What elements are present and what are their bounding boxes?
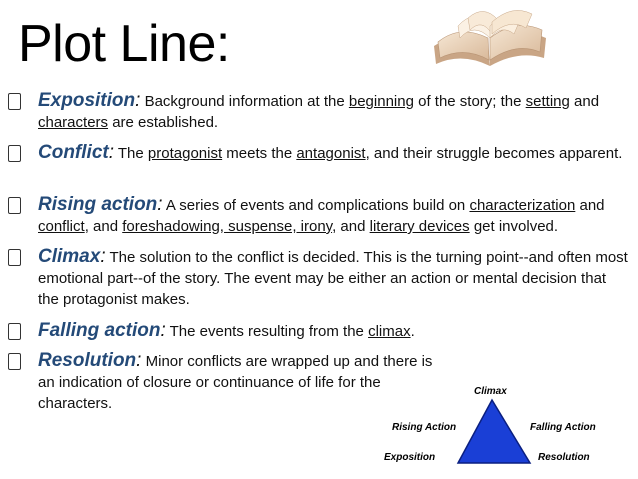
underlined-term: antagonist — [296, 145, 366, 162]
description-text: , and their struggle becomes apparent. — [365, 145, 623, 162]
description-text: The — [114, 145, 148, 162]
bullet-box — [8, 93, 21, 110]
description-text: meets the — [222, 145, 297, 162]
bullet-box — [8, 323, 21, 340]
label-falling-action: Falling Action — [530, 422, 596, 433]
bullet-box — [8, 197, 21, 214]
underlined-term: foreshadowing, suspense, irony — [122, 218, 333, 235]
item-term: Conflict — [38, 142, 109, 163]
underlined-term: conflict — [38, 218, 85, 235]
underlined-term: characterization — [469, 197, 576, 214]
description-text: , and — [84, 218, 123, 235]
description-text: and — [569, 93, 600, 110]
open-book-icon — [428, 4, 552, 72]
item-term: Rising action — [38, 194, 158, 215]
bullet-box — [8, 145, 21, 162]
description-text: A series of events and complications build on — [162, 197, 470, 214]
description-text: . — [410, 323, 415, 340]
description-text: The events resulting from the — [165, 323, 369, 340]
item-conflict — [8, 142, 628, 164]
description-text: of the story; the — [413, 93, 526, 110]
item-term: Climax — [38, 246, 101, 267]
description-text: get involved. — [469, 218, 559, 235]
description-text: and — [575, 197, 605, 214]
item-exposition — [8, 90, 628, 133]
description-text: Minor conflicts are wrapped up and there is an indication of closure or continuance of life for the characters. — [38, 353, 433, 412]
item-rising-action — [8, 194, 628, 237]
item-falling-action — [8, 320, 628, 342]
item-term: Falling action — [38, 320, 161, 341]
label-exposition: Exposition — [384, 452, 436, 463]
description-text: are established. — [108, 114, 219, 131]
description-text: , and — [332, 218, 370, 235]
slide-title: Plot Line: — [18, 15, 230, 73]
item-term: Resolution — [38, 350, 137, 371]
item-text: Rising action: A series of events and complications build on characterization and conflict, and foreshadowing, suspense, irony, and literary devices get involved. — [38, 194, 605, 235]
item-text: Resolution: Minor conflicts are wrapped up and there is an indication of closure or continuance of life for the characters. — [38, 350, 433, 412]
label-resolution: Resolution — [538, 452, 590, 463]
label-climax: Climax — [474, 386, 507, 397]
underlined-term: setting — [525, 93, 570, 110]
plot-triangle-diagram — [380, 380, 638, 479]
item-climax — [8, 246, 628, 310]
description-text: The solution to the conflict is decided. This is the turning point--and often most emotional part--of the story. The event may be either an action or mental decision that the protagonist makes. — [38, 249, 628, 308]
label-rising-action: Rising Action — [392, 422, 457, 433]
bullet-box — [8, 249, 21, 266]
underlined-term: beginning — [348, 93, 414, 110]
underlined-term: characters — [38, 114, 109, 131]
item-text: Climax: The solution to the conflict is decided. This is the turning point--and often most emotional part--of the story. The event may be either an action or mental decision that the protagonist makes. — [38, 246, 628, 308]
item-text: Falling action: The events resulting from the climax. — [38, 320, 415, 341]
underlined-term: literary devices — [369, 218, 470, 235]
underlined-term: climax — [368, 323, 411, 340]
item-term: Exposition — [38, 90, 136, 111]
plot-triangle — [458, 400, 530, 463]
underlined-term: protagonist — [147, 145, 223, 162]
item-text: Conflict: The protagonist meets the antagonist, and their struggle becomes apparent. — [38, 142, 623, 163]
item-text: Exposition: Background information at the beginning of the story; the setting and characters are established. — [38, 90, 600, 131]
description-text: Background information at the — [140, 93, 349, 110]
bullet-box — [8, 353, 21, 370]
